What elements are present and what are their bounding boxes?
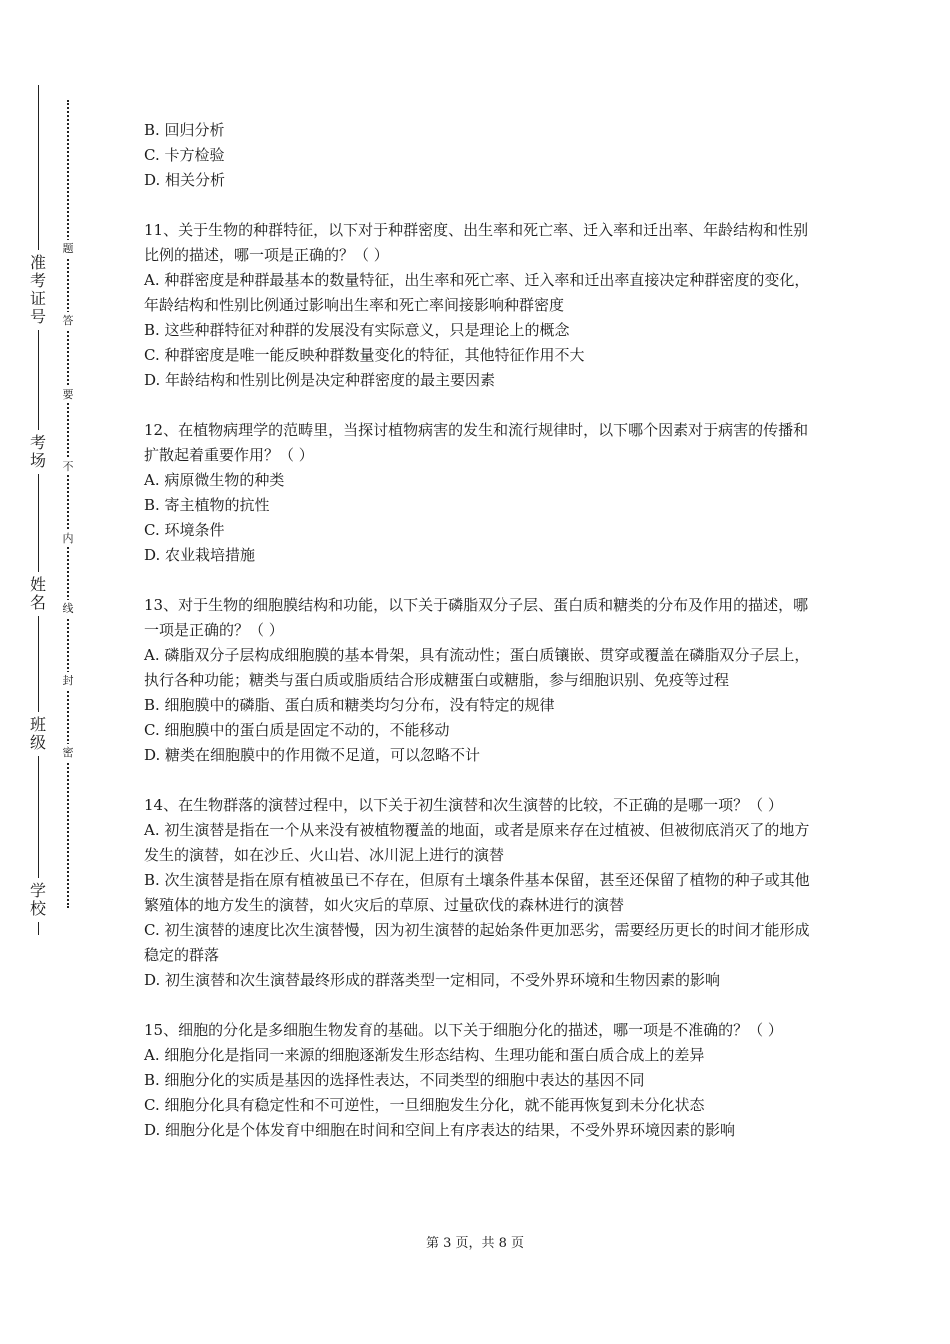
seal-char: 封 <box>59 672 77 689</box>
option-a: A. 初生演替是指在一个从来没有被植物覆盖的地面，或者是原来存在过植被、但被彻底消灭了的地方发生的演替，如在沙丘、火山岩、冰川泥上进行的演替 <box>144 821 810 864</box>
seal-char: 内 <box>59 530 77 547</box>
question-15 <box>144 1018 812 1143</box>
question-11 <box>144 218 812 393</box>
binding-solid-line <box>38 85 39 935</box>
question-10-continued <box>144 118 812 193</box>
class-label: 班级 <box>24 712 52 756</box>
option-c: C. 种群密度是唯一能反映种群数量变化的特征，其他特征作用不大 <box>144 346 585 364</box>
question-13 <box>144 593 812 768</box>
option-b: B. 细胞分化的实质是基因的选择性表达，不同类型的细胞中表达的基因不同 <box>144 1071 645 1089</box>
option-d: D. 糖类在细胞膜中的作用微不足道，可以忽略不计 <box>144 746 481 764</box>
option-b: B. 寄主植物的抗性 <box>144 496 270 514</box>
question-list <box>144 118 812 1143</box>
binding-margin <box>0 0 110 1344</box>
option-d: D. 年龄结构和性别比例是决定种群密度的最主要因素 <box>144 371 496 389</box>
option-c: C. 细胞膜中的蛋白质是固定不动的，不能移动 <box>144 721 450 739</box>
option-d: D. 细胞分化是个体发育中细胞在时间和空间上有序表达的结果，不受外界环境因素的影响 <box>144 1121 736 1139</box>
question-12 <box>144 418 812 568</box>
option-b: B. 这些种群特征对种群的发展没有实际意义，只是理论上的概念 <box>144 321 570 339</box>
school-label: 学校 <box>24 878 52 922</box>
option-d: D. 农业栽培措施 <box>144 546 256 564</box>
seal-char: 密 <box>59 744 77 761</box>
question-14 <box>144 793 812 993</box>
seal-char: 要 <box>59 386 77 403</box>
student-name-label: 姓名 <box>24 572 52 616</box>
option-a: A. 病原微生物的种类 <box>144 471 285 489</box>
seal-char: 线 <box>59 600 77 617</box>
option-d: D. 相关分析 <box>144 171 226 189</box>
option-c: C. 环境条件 <box>144 521 225 539</box>
option-b: B. 次生演替是指在原有植被虽已不存在，但原有土壤条件基本保留，甚至还保留了植物的种子或其他繁殖体的地方发生的演替，如火灾后的草原、过量砍伐的森林进行的演替 <box>144 871 810 914</box>
exam-room-label: 考场 <box>24 430 52 474</box>
exam-id-label: 准考证号 <box>24 250 52 330</box>
question-stem: 11、关于生物的种群特征，以下对于种群密度、出生率和死亡率、迁入率和迁出率、年龄结构和性别比例的描述，哪一项是正确的？（ ） <box>144 221 809 264</box>
question-stem: 12、在植物病理学的范畴里，当探讨植物病害的发生和流行规律时，以下哪个因素对于病害的传播和扩散起着重要作用？（ ） <box>144 421 809 464</box>
question-stem: 13、对于生物的细胞膜结构和功能，以下关于磷脂双分子层、蛋白质和糖类的分布及作用的描述，哪一项是正确的？（ ） <box>144 596 809 639</box>
option-a: A. 种群密度是种群最基本的数量特征，出生率和死亡率、迁入率和迁出率直接决定种群密度的变化，年龄结构和性别比例通过影响出生率和死亡率间接影响种群密度 <box>144 271 810 314</box>
option-c: C. 初生演替的速度比次生演替慢，因为初生演替的起始条件更加恶劣，需要经历更长的时间才能形成稳定的群落 <box>144 921 810 964</box>
seal-char: 不 <box>59 458 77 475</box>
option-a: A. 磷脂双分子层构成细胞膜的基本骨架，具有流动性；蛋白质镶嵌、贯穿或覆盖在磷脂双分子层上，执行各种功能；糖类与蛋白质或脂质结合形成糖蛋白或糖脂，参与细胞识别、免疫等过程 <box>144 646 810 689</box>
seal-char: 题 <box>59 240 77 257</box>
question-stem: 15、细胞的分化是多细胞生物发育的基础。以下关于细胞分化的描述，哪一项是不准确的？（ ） <box>144 1021 783 1039</box>
question-stem: 14、在生物群落的演替过程中，以下关于初生演替和次生演替的比较，不正确的是哪一项？（ ） <box>144 796 783 814</box>
option-a: A. 细胞分化是指同一来源的细胞逐渐发生形态结构、生理功能和蛋白质合成上的差异 <box>144 1046 705 1064</box>
binding-dotted-line <box>67 100 69 908</box>
seal-char: 答 <box>59 312 77 329</box>
option-c: C. 卡方检验 <box>144 146 225 164</box>
option-c: C. 细胞分化具有稳定性和不可逆性，一旦细胞发生分化，就不能再恢复到未分化状态 <box>144 1096 705 1114</box>
option-d: D. 初生演替和次生演替最终形成的群落类型一定相同，不受外界环境和生物因素的影响 <box>144 971 721 989</box>
page-number: 第 3 页，共 8 页 <box>425 1236 525 1251</box>
option-b: B. 细胞膜中的磷脂、蛋白质和糖类均匀分布，没有特定的规律 <box>144 696 555 714</box>
option-b: B. 回归分析 <box>144 121 225 139</box>
